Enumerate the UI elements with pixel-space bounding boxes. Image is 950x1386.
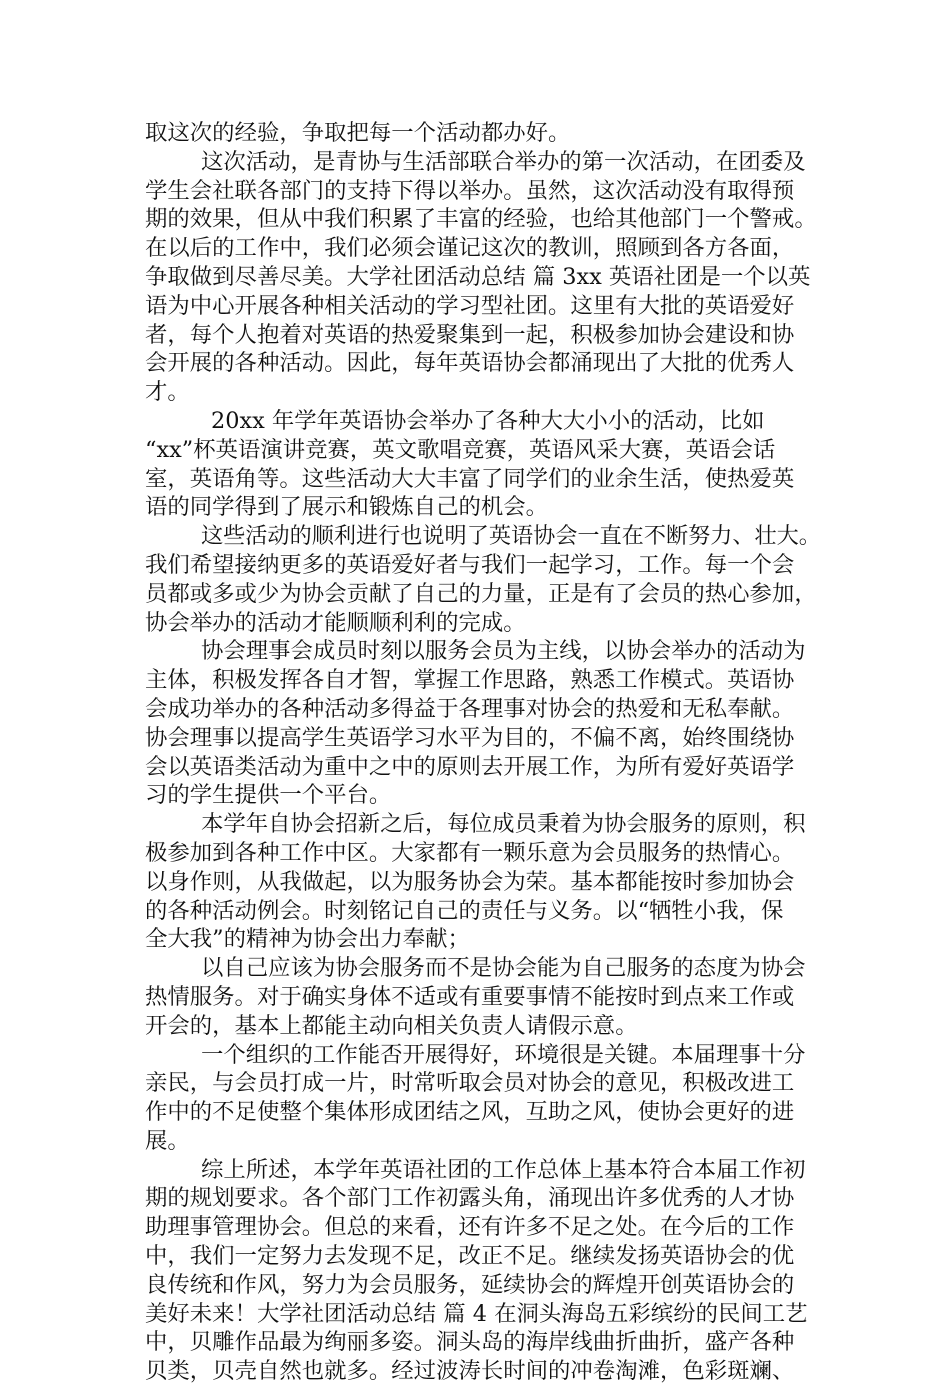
paragraph bbox=[145, 810, 821, 954]
text-line: 我们希望接纳更多的英语爱好者与我们一起学习，工作。每一个会 bbox=[145, 551, 795, 578]
text-line: 在以后的工作中，我们必须会谨记这次的教训，照顾到各方各面， bbox=[145, 235, 795, 262]
text-line: 者，每个人抱着对英语的热爱聚集到一起，积极参加协会建设和协 bbox=[145, 321, 795, 348]
paragraph bbox=[145, 1156, 821, 1386]
text-line: 争取做到尽善尽美。大学社团活动总结 篇 3xx 英语社团是一个以英 bbox=[145, 263, 811, 290]
text-line: 全大我”的精神为协会出力奉献； bbox=[145, 926, 470, 953]
text-line: 极参加到各种工作中区。大家都有一颗乐意为会员服务的热情心。 bbox=[145, 839, 795, 866]
text-line: 这次活动，是青协与生活部联合举办的第一次活动，在团委及 bbox=[201, 148, 806, 175]
paragraph bbox=[145, 637, 821, 810]
text-line: 才。 bbox=[145, 379, 190, 406]
text-line: 学生会社联各部门的支持下得以举办。虽然，这次活动没有取得预 bbox=[145, 177, 795, 204]
text-line: 20xx 年学年英语协会举办了各种大大小小的活动，比如 bbox=[211, 407, 765, 434]
text-line: 取这次的经验，争取把每一个活动都办好。 bbox=[145, 120, 571, 146]
text-line: 主体，积极发挥各自才智，掌握工作思路，熟悉工作模式。英语协 bbox=[145, 667, 795, 694]
text-line: 热情服务。对于确实身体不适或有重要事情不能按时到点来工作或 bbox=[145, 983, 795, 1010]
text-line: 语的同学得到了展示和锻炼自己的机会。 bbox=[145, 494, 549, 521]
text-line: 一个组织的工作能否开展得好，环境很是关键。本届理事十分 bbox=[201, 1041, 806, 1068]
text-line: 员都或多或少为协会贡献了自己的力量，正是有了会员的热心参加， bbox=[145, 580, 817, 607]
text-line: 的各种活动例会。时刻铭记自己的责任与义务。以“牺牲小我，保 bbox=[145, 897, 784, 924]
text-line: 助理事管理协会。但总的来看，还有许多不足之处。在今后的工作 bbox=[145, 1214, 795, 1241]
text-line: 这些活动的顺利进行也说明了英语协会一直在不断努力、壮大。 bbox=[201, 523, 821, 550]
text-line: 会以英语类活动为重中之中的原则去开展工作，为所有爱好英语学 bbox=[145, 753, 795, 780]
text-line: 习的学生提供一个平台。 bbox=[145, 782, 392, 809]
text-line: 综上所述，本学年英语社团的工作总体上基本符合本届工作初 bbox=[201, 1156, 806, 1183]
text-line: 协会理事以提高学生英语学习水平为目的，不偏不离，始终围绕协 bbox=[145, 724, 795, 751]
text-line: 会成功举办的各种活动多得益于各理事对协会的热爱和无私奉献。 bbox=[145, 695, 795, 722]
text-line: 开会的，基本上都能主动向相关负责人请假示意。 bbox=[145, 1012, 638, 1039]
paragraph bbox=[145, 954, 821, 1040]
paragraph bbox=[145, 148, 821, 407]
text-line: 中，我们一定努力去发现不足，改正不足。继续发扬英语协会的优 bbox=[145, 1243, 795, 1270]
text-line: 以自己应该为协会服务而不是协会能为自己服务的态度为协会 bbox=[201, 955, 806, 982]
text-line: 本学年自协会招新之后，每位成员秉着为协会服务的原则，积 bbox=[201, 811, 806, 838]
paragraph bbox=[145, 1041, 821, 1156]
text-line: 期的规划要求。各个部门工作初露头角，涌现出许多优秀的人才协 bbox=[145, 1185, 795, 1212]
text-line: 语为中心开展各种相关活动的学习型社团。这里有大批的英语爱好 bbox=[145, 292, 795, 319]
text-line: 协会举办的活动才能顺顺利利的完成。 bbox=[145, 609, 526, 636]
text-line: 中，贝雕作品最为绚丽多姿。洞头岛的海岸线曲折曲折，盛产各种 bbox=[145, 1329, 795, 1356]
paragraph bbox=[145, 522, 821, 637]
paragraph bbox=[145, 119, 821, 148]
text-line: 会开展的各种活动。因此，每年英语协会都涌现出了大批的优秀人 bbox=[145, 350, 795, 377]
text-line: 亲民，与会员打成一片，时常听取会员对协会的意见，积极改进工 bbox=[145, 1070, 795, 1097]
text-line: “xx”杯英语演讲竞赛，英文歌唱竞赛，英语风采大赛，英语会话 bbox=[145, 436, 776, 463]
text-line: 展。 bbox=[145, 1127, 190, 1154]
text-line: 室，英语角等。这些活动大大丰富了同学们的业余生活，使热爱英 bbox=[145, 465, 795, 492]
text-line: 贝类，贝壳自然也就多。经过波涛长时间的冲卷淘滩，色彩斑斓、 bbox=[145, 1358, 795, 1385]
text-line: 作中的不足使整个集体形成团结之风，互助之风，使协会更好的进 bbox=[145, 1099, 795, 1126]
text-line: 期的效果，但从中我们积累了丰富的经验，也给其他部门一个警戒。 bbox=[145, 206, 817, 233]
paragraph bbox=[145, 407, 821, 522]
text-line: 良传统和作风，努力为会员服务，延续协会的辉煌开创英语协会的 bbox=[145, 1271, 795, 1298]
text-line: 协会理事会成员时刻以服务会员为主线，以协会举办的活动为 bbox=[201, 638, 806, 665]
document-page bbox=[145, 119, 821, 1386]
text-line: 以身作则，从我做起，以为服务协会为荣。基本都能按时参加协会 bbox=[145, 868, 795, 895]
text-line: 美好未来！大学社团活动总结 篇 4 在洞头海岛五彩缤纷的民间工艺 bbox=[145, 1300, 808, 1327]
